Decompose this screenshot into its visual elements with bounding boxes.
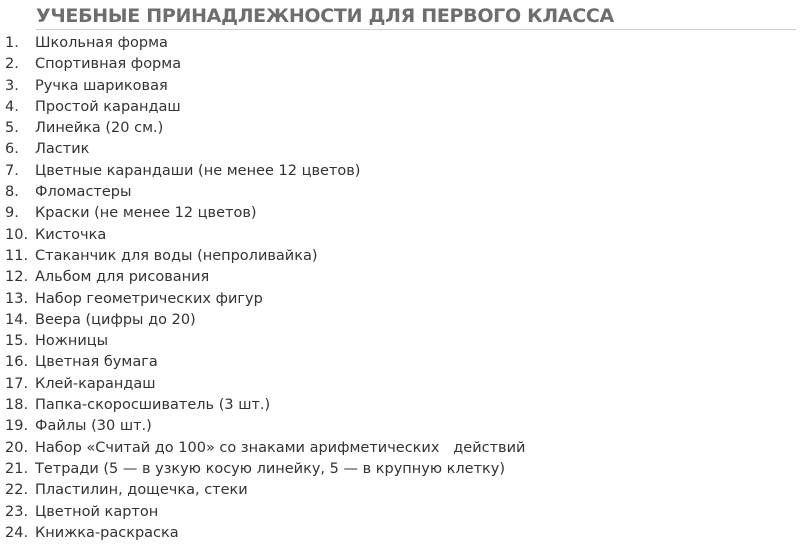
item-text: Файлы (30 шт.) — [35, 418, 152, 435]
item-number: 3. — [5, 77, 19, 94]
item-text: Цветной картон — [35, 503, 159, 520]
item-number: 4. — [5, 98, 19, 115]
item-text: Простой карандаш — [35, 98, 181, 115]
item-text: Набор «Считай до 100» со знаками арифметических действий — [35, 439, 526, 456]
item-text: Книжка-раскраска — [35, 524, 179, 541]
item-text: Фломастеры — [35, 184, 132, 201]
item-text: Ножницы — [35, 333, 109, 350]
item-number: 5. — [5, 120, 19, 137]
item-number: 17. — [5, 375, 29, 392]
item-text: Линейка (20 см.) — [35, 120, 164, 137]
page-title: УЧЕБНЫЕ ПРИНАДЛЕЖНОСТИ ДЛЯ ПЕРВОГО КЛАССА — [36, 5, 614, 27]
title-divider — [36, 29, 796, 30]
item-text: Школьная форма — [35, 35, 168, 51]
item-text: Цветная бумага — [35, 354, 158, 371]
item-text: Набор геометрических фигур — [35, 290, 263, 307]
item-number: 6. — [5, 141, 19, 158]
item-number: 18. — [5, 397, 29, 414]
item-text: Краски (не менее 12 цветов) — [35, 205, 257, 222]
item-number: 15. — [5, 333, 29, 350]
item-text: Ластик — [35, 141, 90, 158]
item-number: 8. — [5, 184, 19, 201]
item-number: 7. — [5, 162, 19, 179]
item-number: 21. — [5, 460, 29, 477]
item-text: Пластилин, дощечка, стеки — [35, 482, 248, 499]
item-text: Стаканчик для воды (непроливайка) — [35, 247, 318, 264]
item-number: 19. — [5, 418, 29, 435]
item-number: 14. — [5, 311, 29, 328]
item-text: Кисточка — [35, 226, 107, 243]
item-text: Тетради (5 — в узкую косую линейку, 5 — в крупную клетку) — [35, 460, 506, 477]
item-number: 16. — [5, 354, 29, 371]
item-number: 20. — [5, 439, 29, 456]
item-number: 13. — [5, 290, 29, 307]
item-number: 11. — [5, 247, 29, 264]
item-number: 10. — [5, 226, 29, 243]
item-text: Спортивная форма — [35, 56, 182, 73]
item-number: 22. — [5, 482, 29, 499]
item-text: Клей-карандаш — [35, 375, 156, 392]
item-text: Ручка шариковая — [35, 77, 168, 94]
item-number: 1. — [5, 35, 19, 51]
item-number: 2. — [5, 56, 19, 73]
item-number: 23. — [5, 503, 29, 520]
item-number: 9. — [5, 205, 19, 222]
item-text: Веера (цифры до 20) — [35, 311, 196, 328]
item-text: Папка-скоросшиватель (3 шт.) — [35, 397, 271, 414]
item-number: 12. — [5, 269, 29, 286]
item-text: Альбом для рисования — [35, 269, 210, 286]
item-text: Цветные карандаши (не менее 12 цветов) — [35, 162, 361, 179]
item-number: 24. — [5, 524, 29, 541]
